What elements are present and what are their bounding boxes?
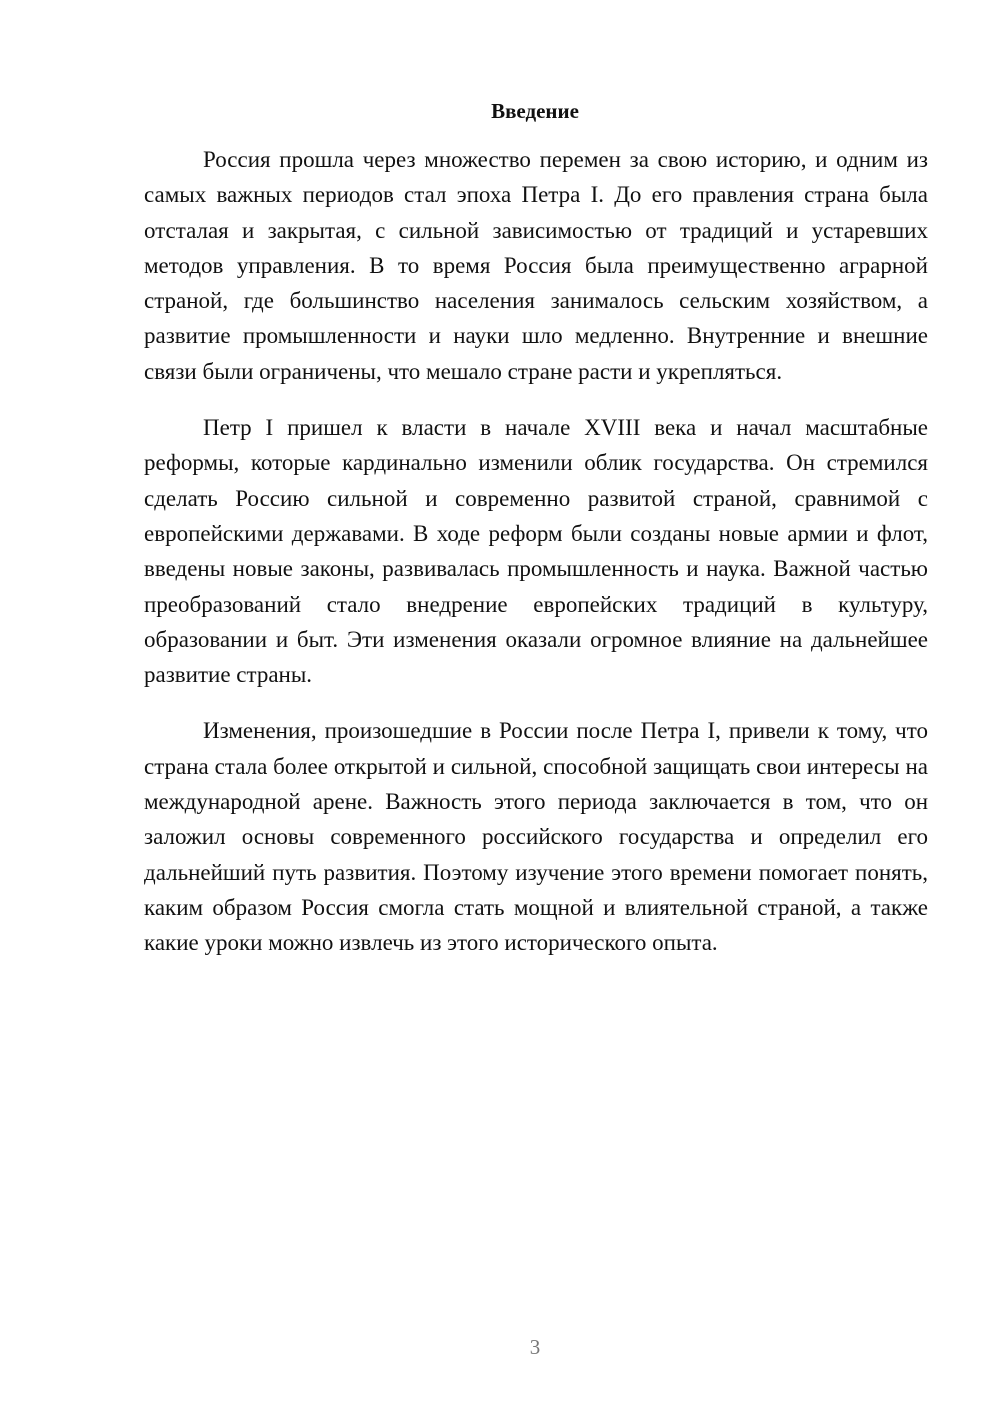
paragraph-3: Изменения, произошедшие в России после Петра I, привели к тому, что страна стала более открытой и сильной, способной защищать свои интересы на международной арене. Важность этого периода заключается в том, что он заложил основы современного российского государства и определил его дальнейший путь развития. Поэтому изучение этого времени помогает понять, каким образом Россия смогла стать мощной и влиятельной страной, а также какие уроки можно извлечь из этого исторического опыта.: [144, 718, 928, 956]
section-heading: Введение: [491, 99, 579, 123]
paragraph-1: Россия прошла через множество перемен за свою историю, и одним из самых важных периодов стал эпоха Петра I. До его правления страна была отсталая и закрытая, с сильной зависимостью от традиций и устаревших методов управления. В то время Россия была преимущественно аграрной страной, где большинство населения занималось сельским хозяйством, а развитие промышленности и науки шло медленно. Внутренние и внешние связи были ограничены, что мешало стране расти и укрепляться.: [144, 147, 928, 384]
paragraph-2: Петр I пришел к власти в начале XVIII века и начал масштабные реформы, которые кардинально изменили облик государства. Он стремился сделать Россию сильной и современно развитой страной, сравнимой с европейскими державами. В ходе реформ были созданы новые армии и флот, введены новые законы, развивалась промышленность и наука. Важной частью преобразований стало внедрение европейских традиций в культуру, образовании и быт. Эти изменения оказали огромное влияние на дальнейшее развитие страны.: [144, 415, 928, 688]
body-text: [144, 142, 928, 982]
page-number: 3: [529, 1335, 541, 1359]
